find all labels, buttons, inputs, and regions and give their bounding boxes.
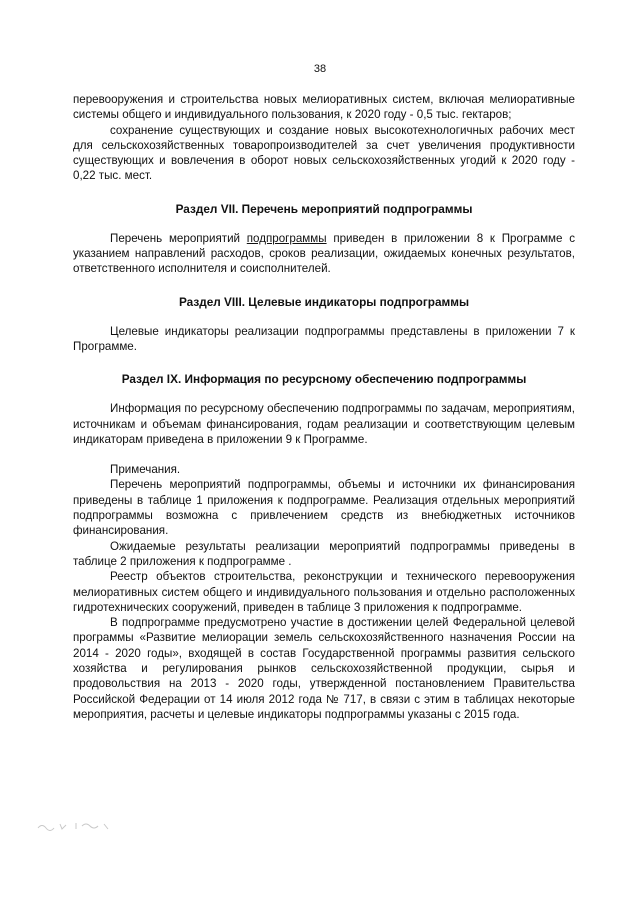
page-number: 38 xyxy=(313,63,327,75)
notes-paragraph-2: Ожидаемые результаты реализации мероприятий подпрограммы приведены в таблице 2 приложения к подпрограмме . xyxy=(73,539,575,568)
notes-paragraph-1: Перечень мероприятий подпрограммы, объемы и источники их финансирования приведены в таблице 1 приложения к подпрограмме. Реализация отдельных мероприятий подпрограммы возможна с привлечением средств из внебюджетных источников финансирования. xyxy=(73,478,575,538)
section-7-heading: Раздел VII. Перечень мероприятий подпрограммы xyxy=(175,201,473,216)
notes-paragraph-3: Реестр объектов строительства, реконструкции и технического перевооружения мелиоративных систем общего и индивидуального пользования и отдельно расположенных гидротехнических сооружений, приведен в таблице 3 приложения к подпрограмме. xyxy=(73,570,575,614)
faint-scan-mark xyxy=(36,820,116,832)
section-9-paragraph: Информация по ресурсному обеспечению подпрограммы по задачам, мероприятиям, источникам и объемам финансирования, годам реализации и соответствующим целевым индикаторам приведена в приложении 9 к Программе. xyxy=(73,402,575,446)
subprogram-link[interactable]: подпрограммы xyxy=(246,231,327,245)
section-9-heading: Раздел IX. Информация по ресурсному обеспечению подпрограммы xyxy=(121,372,527,387)
section-8-heading: Раздел VIII. Целевые индикаторы подпрограммы xyxy=(178,294,470,309)
section-8-paragraph: Целевые индикаторы реализации подпрограммы представлены в приложении 7 к Программе. xyxy=(73,324,575,353)
section-7-paragraph xyxy=(73,231,575,277)
section-7-text-after: приведен в приложении 8 к Программе с указанием направлений расходов, сроков реализации, ожидаемых конечных результатов, ответственного исполнителя и соисполнителей. xyxy=(73,231,575,276)
intro-paragraph-1: перевооружения и строительства новых мелиоративных систем, включая мелиоративные системы общего и индивидуального пользования, к 2020 году - 0,5 тыс. гектаров; xyxy=(73,93,575,122)
notes-paragraph-4: В подпрограмме предусмотрено участие в достижении целей Федеральной целевой программы «Развитие мелиорации земель сельскохозяйственного назначения России на 2014 - 2020 годы», входящей в состав Государственной программы развития сельского хозяйства и регулирования рынков сельскохозяйственной продукции, сырья и продовольствия на 2013 - 2020 годы, утвержденной постановлением Правительства Российской Федерации от 14 июля 2012 года № 717, в связи с этим в таблицах некоторые мероприятия, расчеты и целевые индикаторы подпрограммы указаны с 2015 года. xyxy=(73,616,575,721)
notes-title: Примечания. xyxy=(110,463,181,477)
document-body xyxy=(73,92,575,722)
section-7-text-before: Перечень мероприятий xyxy=(110,231,247,245)
intro-paragraph-2: сохранение существующих и создание новых высокотехнологичных рабочих мест для сельскохозяйственных товаропроизводителей за счет увеличения продуктивности существующих и вовлечения в оборот новых сельскохозяйственных угодий к 2020 году - 0,22 тыс. мест. xyxy=(73,123,575,183)
